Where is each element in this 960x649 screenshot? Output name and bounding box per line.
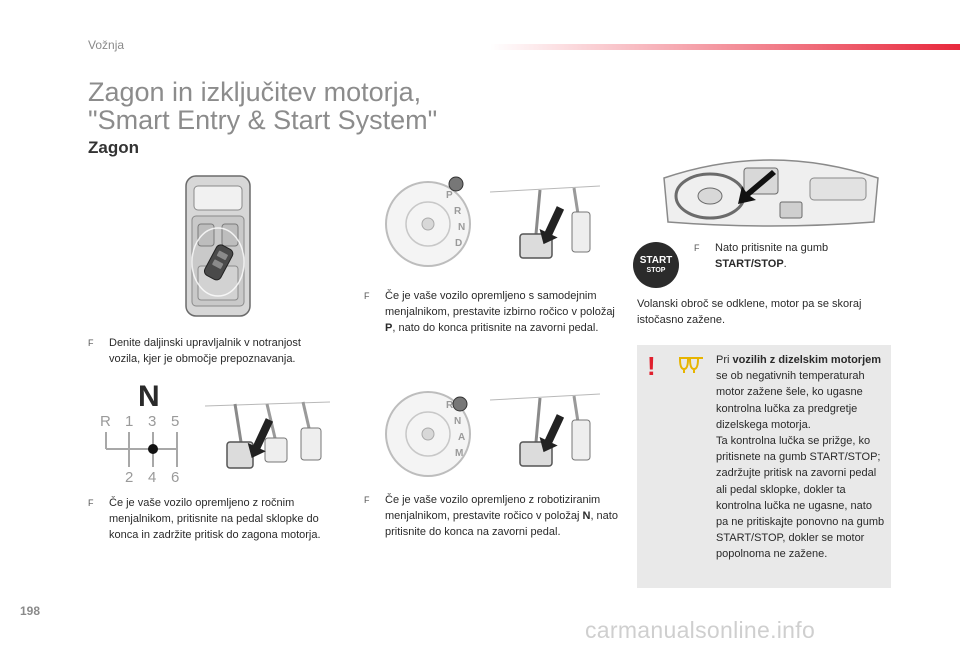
warning-text-para2: Ta kontrolna lučka se prižge, ko pritisnete na gumb START/STOP; zadržujte pritisk na zavorni pedal ali pedal sklopke, dokler ta kontrolna lučka ne ugasne, nato pa ne pritiskajte ponovno na gumb START/STOP, dokler se motor popolnoma ne zažene. [716, 435, 885, 561]
automatic-selector-illustration [378, 170, 478, 270]
gear-label-4: 4 [148, 469, 157, 486]
warning-exclamation-icon: ! [647, 351, 656, 381]
bullet-manual-gearbox [88, 495, 328, 543]
section-subtitle: Zagon [88, 138, 139, 157]
selector-label-n: N [458, 222, 466, 233]
robot-label-a: A [458, 432, 466, 443]
bullet-press-start [694, 240, 864, 272]
bullet-remote-inside [88, 335, 328, 367]
bullet-auto-text-1: Če je vaše vozilo opremljeno s samodejnim menjalnikom, prestavite izbirno ročico v položaj [385, 290, 615, 318]
start-stop-button-icon [633, 242, 679, 288]
robot-label-m: M [455, 448, 464, 459]
bullet-robot-text-1: Če je vaše vozilo opremljeno z robotiziranim menjalnikom, prestavite ročico v položaj [385, 494, 601, 522]
warning-box [637, 345, 891, 588]
automatic-pedals-illustration [490, 182, 600, 267]
glow-plug-icon [677, 355, 707, 375]
stop-label: STOP [646, 267, 666, 274]
section-label: Vožnja [88, 38, 125, 52]
bullet-start-text-1: Nato pritisnite na gumb [715, 242, 829, 254]
gear-label-1: 1 [125, 413, 134, 430]
warning-text-pre: Pri [716, 354, 733, 366]
robot-label-n: N [454, 416, 462, 427]
gear-label-5: 5 [171, 413, 180, 430]
manual-pedals-illustration [205, 398, 330, 473]
title-line-1: Zagon in izključitev motorja, [88, 77, 422, 107]
car-top-view-illustration [180, 172, 256, 320]
bullet-mark: F [694, 243, 700, 253]
bullet-mark: F [88, 498, 94, 508]
title-line-2: "Smart Entry & Start System" [88, 105, 438, 135]
bullet-manual-text: Če je vaše vozilo opremljeno z ročnim menjalnikom, pritisnite na pedal sklopke do konca in zadržite pritisk do zagona motorja. [109, 497, 321, 541]
bullet-robotised-gearbox [364, 492, 626, 540]
gear-label-r: R [100, 413, 111, 430]
bullet-mark: F [364, 495, 370, 505]
bullet-auto-key: P [385, 322, 393, 334]
selector-label-d: D [455, 238, 463, 249]
selector-label-p: P [446, 190, 453, 201]
gear-big-letter: N [138, 380, 160, 413]
warning-text [716, 352, 886, 563]
bullet-start-key: START/STOP [715, 258, 784, 270]
bullet-auto-text-2: , nato do konca pritisnite na zavorni pedal. [392, 322, 599, 334]
bullet-remote-text: Denite daljinski upravljalnik v notranjost vozila, kjer je območje prepoznavanja. [109, 337, 301, 365]
page-number: 198 [20, 604, 41, 618]
bullet-robot-key: N [582, 510, 591, 522]
bullet-mark: F [88, 338, 94, 348]
bullet-mark: F [364, 291, 370, 301]
robot-label-r: R [446, 400, 454, 411]
gear-label-2: 2 [125, 469, 134, 486]
start-label: START [639, 255, 673, 266]
gear-label-6: 6 [171, 469, 180, 486]
gear-label-3: 3 [148, 413, 157, 430]
selector-label-r: R [454, 206, 462, 217]
bullet-automatic-gearbox [364, 288, 626, 336]
bullet-robot-text-2: , nato pritisnite do konca na zavorni pedal. [385, 510, 618, 538]
warning-text-post: se ob negativnih temperaturah motor zažene šele, ko ugasne kontrolna lučka za predgretje dizelskega motorja. [716, 370, 865, 431]
bullet-start-text-2: . [783, 258, 787, 270]
accent-bar [490, 44, 960, 50]
dashboard-illustration [660, 148, 882, 230]
warning-text-bold: vozilih z dizelskim motorjem [732, 354, 882, 366]
robotised-selector-illustration [378, 380, 478, 480]
manual-gear-pattern [98, 412, 186, 486]
page-title [88, 78, 437, 134]
robotised-pedals-illustration [490, 390, 600, 475]
watermark: carmanualsonline.info [585, 617, 816, 643]
steering-unlock-note: Volanski obroč se odklene, motor pa se skoraj istočasno zažene. [637, 298, 862, 326]
